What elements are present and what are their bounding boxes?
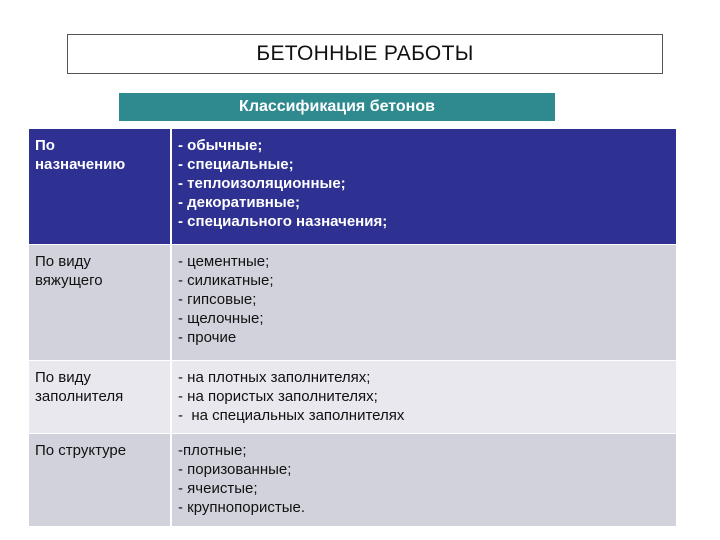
list-item: - на плотных заполнителях; — [178, 369, 371, 386]
list-item: - теплоизоляционные; — [178, 175, 346, 192]
page-title: БЕТОННЫЕ РАБОТЫ — [67, 34, 663, 74]
list-item: - на специальных заполнителях — [178, 407, 405, 424]
row-items — [172, 129, 676, 244]
list-item: - цементные; — [178, 253, 270, 270]
list-item: - декоративные; — [178, 194, 300, 211]
list-item: - прочие — [178, 329, 237, 346]
table-row — [29, 129, 676, 245]
row-items — [172, 434, 676, 526]
list-item: - щелочные; — [178, 310, 264, 327]
table-row — [29, 361, 676, 434]
row-label — [29, 434, 172, 526]
table-row — [29, 434, 676, 527]
section-subtitle: Классификация бетонов — [119, 93, 555, 121]
list-item: - гипсовые; — [178, 291, 257, 308]
list-item: - ячеистые; — [178, 480, 258, 497]
table-row — [29, 245, 676, 361]
row-label — [29, 129, 172, 244]
list-item: - на пористых заполнителях; — [178, 388, 378, 405]
row-label — [29, 361, 172, 433]
row-label-text: По назначению — [35, 137, 126, 173]
row-label-text: По виду вяжущего — [35, 253, 103, 289]
row-label — [29, 245, 172, 360]
row-label-text: По структуре — [35, 442, 127, 459]
classification-table — [29, 129, 676, 527]
list-item: - крупнопористые. — [178, 499, 305, 516]
row-items — [172, 361, 676, 433]
list-item: - силикатные; — [178, 272, 274, 289]
row-items — [172, 245, 676, 360]
row-label-text: По виду заполнителя — [35, 369, 124, 405]
list-item: -плотные; — [178, 442, 247, 459]
list-item: - специального назначения; — [178, 213, 388, 230]
list-item: - обычные; — [178, 137, 263, 154]
list-item: - специальные; — [178, 156, 294, 173]
list-item: - поризованные; — [178, 461, 292, 478]
